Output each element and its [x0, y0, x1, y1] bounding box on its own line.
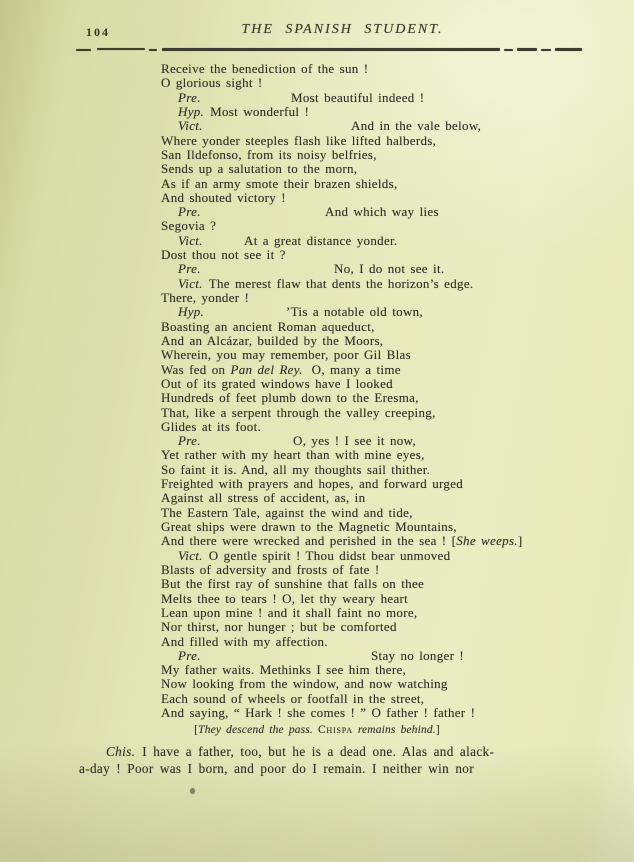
verse-line [161, 406, 623, 420]
verse-line [161, 191, 623, 205]
text-segment: The Eastern Tale, against the wind and tide, [161, 504, 413, 520]
text-segment: And shouted victory ! [161, 189, 286, 205]
speaker-abbrev: Pre. [178, 261, 201, 277]
text-segment: Chispa [318, 724, 353, 736]
verse-line [161, 635, 623, 649]
text-segment: remains behind. [352, 724, 436, 736]
text-segment: Dost thou not see it ? [161, 247, 286, 263]
verse-line [161, 534, 623, 548]
speaker-abbrev: Pre. [178, 89, 201, 105]
text-segment: Most wonderful ! [210, 103, 310, 119]
text-segment: The merest flaw that dents the horizon’s edge. [208, 275, 474, 291]
verse-line [161, 248, 623, 262]
stage-direction [0, 724, 634, 736]
text-segment: Melts thee to tears ! O, let thy weary heart [161, 590, 409, 606]
verse-line [161, 620, 623, 634]
text-segment: Now looking from the window, and now watching [161, 676, 448, 692]
verse-line [161, 491, 623, 505]
text-segment: They descend the pass. [198, 724, 313, 736]
speaker-abbrev: Chis. [106, 744, 136, 759]
text-segment: As if an army smote their brazen shields, [161, 175, 398, 191]
verse-line [161, 520, 623, 534]
header-rule-segment [162, 48, 500, 51]
text-segment: At a great distance yonder. [244, 232, 398, 248]
text-segment: Wherein, you may remember, poor Gil Blas [161, 347, 411, 363]
text-segment: Glides at its foot. [161, 418, 262, 434]
text-segment: San Ildefonso, from its noisy belfries, [161, 146, 377, 162]
text-segment: Was fed on [161, 361, 231, 377]
verse-line [161, 305, 623, 319]
verse-line [161, 162, 623, 176]
text-segment: O gentle spirit ! Thou didst bear unmoved [208, 547, 451, 563]
text-segment: Stay no longer ! [371, 647, 465, 663]
text-segment: And saying, “ Hark ! she comes ! ” O father ! father ! [161, 705, 476, 721]
text-segment: Receive the benediction of the sun ! [161, 61, 369, 76]
verse-line [161, 334, 623, 348]
speaker-abbrev: Vict. [178, 118, 203, 134]
text-segment: No, I do not see it. [334, 261, 445, 277]
header-rule-segment [541, 49, 551, 51]
text-segment: Hundreds of feet plumb down to the Eresma, [161, 390, 419, 406]
text-segment: Pan del Rey. [230, 361, 303, 377]
verse-line [161, 463, 623, 477]
text-segment: Lean upon mine ! and it shall faint no more, [161, 604, 418, 620]
header-rule-segment [97, 48, 145, 50]
verse-line [161, 448, 623, 462]
speaker-abbrev: Pre. [178, 433, 201, 449]
text-segment: And which way lies [325, 204, 439, 220]
verse-line [161, 706, 623, 720]
text-segment: Great ships were drawn to the Magnetic Mountains, [161, 519, 457, 534]
text-segment: O, yes ! I see it now, [293, 433, 416, 449]
verse-line [161, 563, 623, 577]
text-segment: And an Alcázar, builded by the Moors, [161, 332, 384, 348]
verse-line [161, 692, 623, 706]
verse-line [161, 76, 623, 90]
running-title: THE SPANISH STUDENT. [241, 22, 444, 37]
text-segment: She weeps. [456, 533, 518, 549]
verse-line [161, 134, 623, 148]
speaker-abbrev: Vict. [178, 232, 203, 248]
text-segment: And in the vale below, [351, 118, 482, 134]
text-segment: ’Tis a notable old town, [286, 304, 423, 320]
text-segment: Yet rather with my heart than with mine eyes, [161, 447, 425, 463]
printers-mark-speck [190, 788, 195, 794]
verse-line [161, 320, 623, 334]
verse-line [161, 119, 623, 133]
speaker-abbrev: Hyp. [178, 304, 205, 320]
speaker-abbrev: Hyp. [178, 103, 205, 119]
text-segment: Most beautiful indeed ! [291, 89, 425, 105]
header-rule-segment [555, 48, 582, 51]
text-segment: O glorious sight ! [161, 75, 263, 91]
prose-line [79, 743, 559, 760]
text-segment: Segovia ? [161, 218, 217, 234]
verse-line [161, 234, 623, 248]
text-segment: O, many a time [311, 361, 401, 377]
verse-line [161, 420, 623, 434]
text-segment: Sends up a salutation to the morn, [161, 161, 358, 177]
verse-line [161, 377, 623, 391]
header-rule-segment [149, 49, 157, 51]
text-segment: ] [435, 724, 440, 736]
text-segment: Against all stress of accident, as, in [161, 490, 366, 506]
verse-line [161, 506, 623, 520]
verse-line [161, 606, 623, 620]
verse-line [161, 148, 623, 162]
prose-block [79, 743, 559, 777]
text-segment: But the first ray of sunshine that falls on thee [161, 576, 425, 592]
text-segment: Out of its grated windows have I looked [161, 375, 393, 391]
text-segment: I have a father, too, but he is a dead one. Alas and alack- [142, 744, 495, 759]
text-segment: Blasts of adversity and frosts of fate ! [161, 561, 380, 577]
text-segment: There, yonder ! [161, 290, 250, 305]
verse-line [161, 549, 623, 563]
header-rule-segment [76, 49, 91, 51]
text-segment: My father waits. Methinks I see him there, [161, 662, 407, 678]
text-segment: Nor thirst, nor hunger ; but be comforted [161, 619, 397, 635]
verse-line [161, 391, 623, 405]
verse-line [161, 363, 623, 377]
verse-line [161, 477, 623, 491]
text-segment: And filled with my affection. [161, 633, 328, 649]
verse-line [161, 663, 623, 677]
verse-line [161, 205, 623, 219]
header-rule [0, 47, 634, 52]
header-rule-segment [504, 49, 513, 51]
verse-line [161, 177, 623, 191]
verse-line [161, 219, 623, 233]
speaker-abbrev: Pre. [178, 204, 201, 220]
text-segment: a-day ! Poor was I born, and poor do I remain. I neither win nor [79, 761, 474, 777]
verse-line [161, 649, 623, 663]
text-segment: And there were wrecked and perished in the sea ! [ [161, 533, 457, 549]
speaker-abbrev: Vict. [178, 275, 203, 291]
verse-line [161, 291, 623, 305]
verse-line [161, 348, 623, 362]
text-segment: So faint it is. And, all my thoughts sail thither. [161, 461, 431, 477]
verse-block [161, 62, 623, 720]
page-number: 104 [86, 25, 110, 39]
text-segment: That, like a serpent through the valley creeping, [161, 404, 436, 420]
text-segment: [ [194, 724, 199, 736]
verse-line [161, 91, 623, 105]
header-rule-segment [517, 48, 537, 51]
verse-line [161, 577, 623, 591]
verse-line [161, 277, 623, 291]
verse-line [161, 592, 623, 606]
text-segment: Each sound of wheels or footfall in the street, [161, 690, 425, 706]
text-segment: Boasting an ancient Roman aqueduct, [161, 318, 375, 334]
verse-line [161, 62, 623, 76]
speaker-abbrev: Pre. [178, 647, 201, 663]
text-segment: Freighted with prayers and hopes, and forward urged [161, 476, 464, 492]
verse-line [161, 105, 623, 119]
speaker-abbrev: Vict. [178, 547, 203, 563]
text-segment: ] [517, 533, 523, 549]
verse-line [161, 677, 623, 691]
prose-line [79, 760, 559, 777]
verse-line [161, 262, 623, 276]
text-segment: Where yonder steeples flash like lifted halberds, [161, 132, 437, 148]
verse-line [161, 434, 623, 448]
